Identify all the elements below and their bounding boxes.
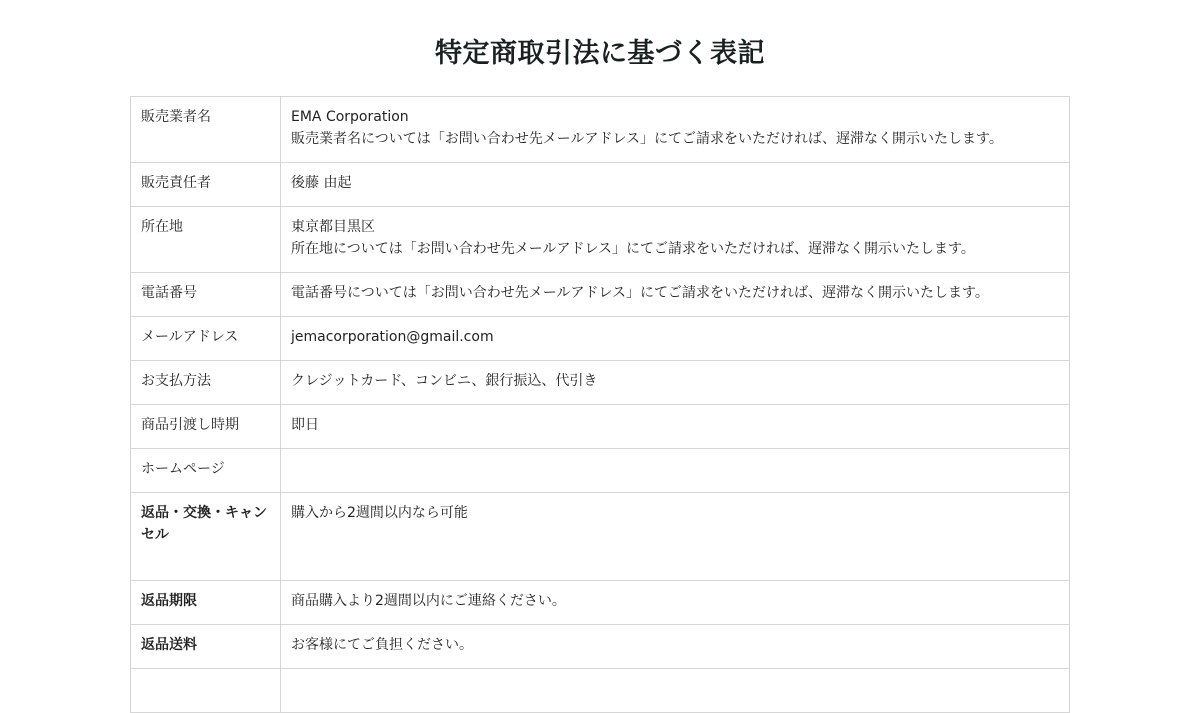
row-value <box>281 493 1070 581</box>
table-row-seller-name <box>131 97 1070 163</box>
value-line: 東京都目黒区 <box>291 219 375 235</box>
value-line: 購入から2週間以内なら可能 <box>291 505 468 521</box>
email-text: jemacorporation@gmail.com <box>291 329 494 345</box>
table-row-homepage <box>131 449 1070 493</box>
row-value <box>281 273 1070 317</box>
table-row-return-shipping <box>131 625 1070 669</box>
value-line: 商品購入より2週間以内にご連絡ください。 <box>291 593 566 609</box>
table-row-address <box>131 207 1070 273</box>
row-label <box>131 669 281 713</box>
value-line: 所在地については「お問い合わせ先メールアドレス」にてご請求をいただければ、遅滞なく開示いたします。 <box>291 241 975 257</box>
commerce-law-table <box>130 96 1070 713</box>
row-label: 電話番号 <box>131 273 281 317</box>
row-label: 販売責任者 <box>131 163 281 207</box>
value-line: 後藤 由起 <box>291 175 352 191</box>
row-value <box>281 581 1070 625</box>
row-value <box>281 361 1070 405</box>
row-label: お支払方法 <box>131 361 281 405</box>
row-label: 返品期限 <box>131 581 281 625</box>
page-title: 特定商取引法に基づく表記 <box>435 38 765 69</box>
row-label: メールアドレス <box>131 317 281 361</box>
row-label: 返品送料 <box>131 625 281 669</box>
row-label: 返品・交換・キャンセル <box>131 493 281 581</box>
row-value <box>281 207 1070 273</box>
row-label: 商品引渡し時期 <box>131 405 281 449</box>
value-line: EMA Corporation <box>291 109 409 125</box>
value-line: お客様にてご負担ください。 <box>291 637 473 653</box>
table-row-delivery <box>131 405 1070 449</box>
row-label: 所在地 <box>131 207 281 273</box>
value-line: 即日 <box>291 417 319 433</box>
row-value <box>281 317 1070 361</box>
row-value <box>281 449 1070 493</box>
row-label: 販売業者名 <box>131 97 281 163</box>
row-label: ホームページ <box>131 449 281 493</box>
row-value <box>281 669 1070 713</box>
table-row-payment <box>131 361 1070 405</box>
table-row-return-deadline <box>131 581 1070 625</box>
table-row-email <box>131 317 1070 361</box>
table-row-responsible-person <box>131 163 1070 207</box>
row-value <box>281 625 1070 669</box>
value-line: 販売業者名については「お問い合わせ先メールアドレス」にてご請求をいただければ、遅滞なく開示いたします。 <box>291 131 1003 147</box>
row-value <box>281 405 1070 449</box>
table-row-phone <box>131 273 1070 317</box>
table-row-empty <box>131 669 1070 713</box>
value-line: 電話番号については「お問い合わせ先メールアドレス」にてご請求をいただければ、遅滞なく開示いたします。 <box>291 285 989 301</box>
row-value <box>281 97 1070 163</box>
row-value <box>281 163 1070 207</box>
table-row-returns <box>131 493 1070 581</box>
value-line: クレジットカード、コンビニ、銀行振込、代引き <box>291 373 598 389</box>
